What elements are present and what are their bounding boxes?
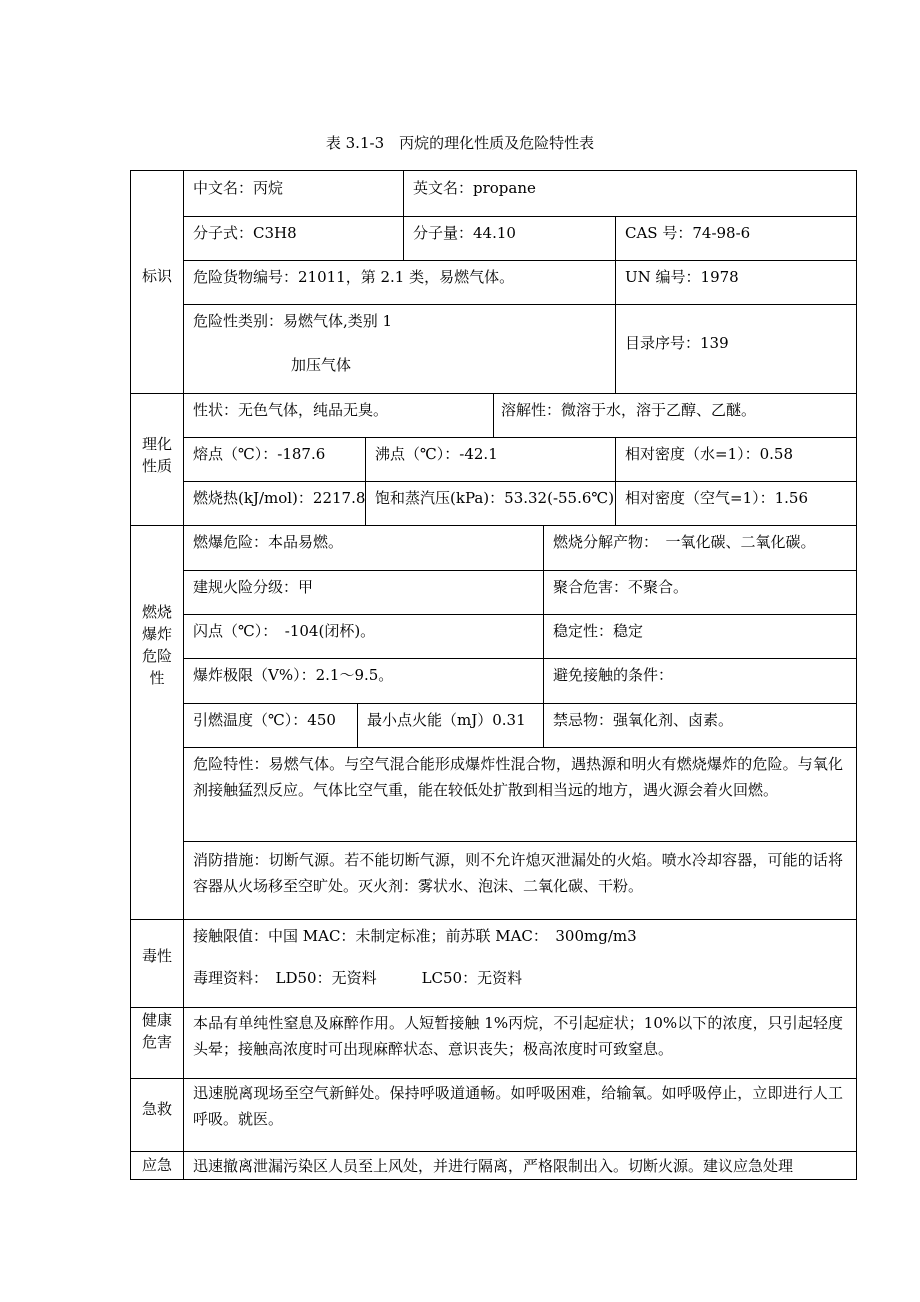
exposure-limits: 接触限值：中国 MAC：未制定标准；前苏联 MAC： 300mg/m3 bbox=[193, 927, 637, 945]
section-divider bbox=[183, 171, 184, 1180]
table-caption: 表 3.1-3 丙烷的理化性质及危险特性表 bbox=[325, 134, 595, 152]
incompatible-materials: 禁忌物：强氧化剂、卤素。 bbox=[553, 711, 734, 729]
molecular-formula: 分子式：C3H8 bbox=[193, 224, 297, 242]
section-emergency-label: 应急 bbox=[141, 1156, 172, 1174]
dangerous-goods-number: 危险货物编号：21011，第 2.1 类，易燃气体。 bbox=[193, 268, 515, 286]
fire-hazard-class: 建规火险分级：甲 bbox=[193, 578, 314, 596]
section-ident-label: 标识 bbox=[141, 267, 172, 285]
stability: 稳定性：稳定 bbox=[553, 622, 644, 640]
decomposition-products: 燃烧分解产物： 一氧化碳、二氧化碳。 bbox=[553, 533, 816, 551]
hazard-table bbox=[130, 170, 857, 1180]
solubility: 溶解性：微溶于水，溶于乙醇、乙醚。 bbox=[501, 401, 757, 419]
ignition-temperature: 引燃温度（℃）：450 bbox=[193, 711, 336, 729]
appearance: 性状：无色气体，纯品无臭。 bbox=[193, 401, 389, 419]
section-firstaid-label: 急救 bbox=[141, 1100, 172, 1118]
section-fire-label-3: 危险 bbox=[141, 647, 172, 665]
heat-of-combustion: 燃烧热(kJ/mol)：2217.8 bbox=[193, 489, 366, 507]
section-health-label-2: 危害 bbox=[141, 1033, 172, 1051]
emergency-response: 迅速撤离泄漏污染区人员至上风处，并进行隔离，严格限制出入。切断火源。建议应急处理 bbox=[193, 1157, 794, 1175]
relative-density-air: 相对密度（空气=1）：1.56 bbox=[625, 489, 809, 507]
firefighting-measures: 消防措施：切断气源。若不能切断气源，则不允许熄灭泄漏处的火焰。喷水冷却容器，可能的话将容器从火场移至空旷处。灭火剂：雾状水、泡沫、二氧化碳、干粉。 bbox=[193, 851, 843, 895]
health-hazards: 本品有单纯性窒息及麻醉作用。人短暂接触 1%丙烷，不引起症状；10%以下的浓度，只引起轻度头晕；接触高浓度时可出现麻醉状态、意识丧失；极高浓度时可致窒息。 bbox=[193, 1014, 843, 1058]
hazard-characteristics: 危险特性：易燃气体。与空气混合能形成爆炸性混合物，遇热源和明火有燃烧爆炸的危险。与氧化剂接触猛烈反应。气体比空气重，能在较低处扩散到相当远的地方，遇火源会着火回燃。 bbox=[193, 755, 843, 799]
boiling-point: 沸点（℃）：-42.1 bbox=[375, 445, 498, 463]
en-name: 英文名：propane bbox=[413, 179, 536, 197]
section-physchem-label-2: 性质 bbox=[141, 457, 172, 475]
section-physchem-label-1: 理化 bbox=[141, 435, 172, 453]
hazard-class: 危险性类别：易燃气体,类别 1 bbox=[193, 312, 393, 330]
section-fire-label-2: 爆炸 bbox=[141, 625, 172, 643]
un-number: UN 编号：1978 bbox=[625, 268, 739, 286]
section-tox-label: 毒性 bbox=[141, 947, 172, 965]
first-aid: 迅速脱离现场至空气新鲜处。保持呼吸道通畅。如呼吸困难，给输氧。如呼吸停止，立即进行人工呼吸。就医。 bbox=[193, 1084, 843, 1128]
catalog-number: 目录序号：139 bbox=[625, 334, 729, 352]
avoid-conditions: 避免接触的条件： bbox=[553, 666, 674, 684]
flash-point: 闪点（℃）： -104(闭杯)。 bbox=[193, 622, 376, 640]
polymerization-hazard: 聚合危害：不聚合。 bbox=[553, 578, 689, 596]
vapor-pressure: 饱和蒸汽压(kPa)：53.32(-55.6℃) bbox=[375, 489, 615, 507]
melting-point: 熔点（℃）：-187.6 bbox=[193, 445, 326, 463]
section-fire-label-4: 性 bbox=[149, 669, 165, 687]
min-ignition-energy: 最小点火能（mJ）0.31 bbox=[367, 711, 526, 729]
molecular-weight: 分子量：44.10 bbox=[413, 224, 516, 242]
section-fire-label-1: 燃烧 bbox=[141, 603, 172, 621]
section-health-label-1: 健康 bbox=[141, 1011, 172, 1029]
toxicology-data: 毒理资料： LD50：无资料 LC50：无资料 bbox=[193, 969, 523, 987]
cn-name: 中文名：丙烷 bbox=[193, 179, 284, 197]
hazard-class-2: 加压气体 bbox=[291, 356, 352, 374]
explosion-limits: 爆炸极限（V%）：2.1～9.5。 bbox=[193, 666, 394, 684]
explosion-hazard: 燃爆危险：本品易燃。 bbox=[193, 533, 344, 551]
relative-density-water: 相对密度（水=1）：0.58 bbox=[625, 445, 794, 463]
cas-number: CAS 号：74-98-6 bbox=[625, 224, 751, 242]
